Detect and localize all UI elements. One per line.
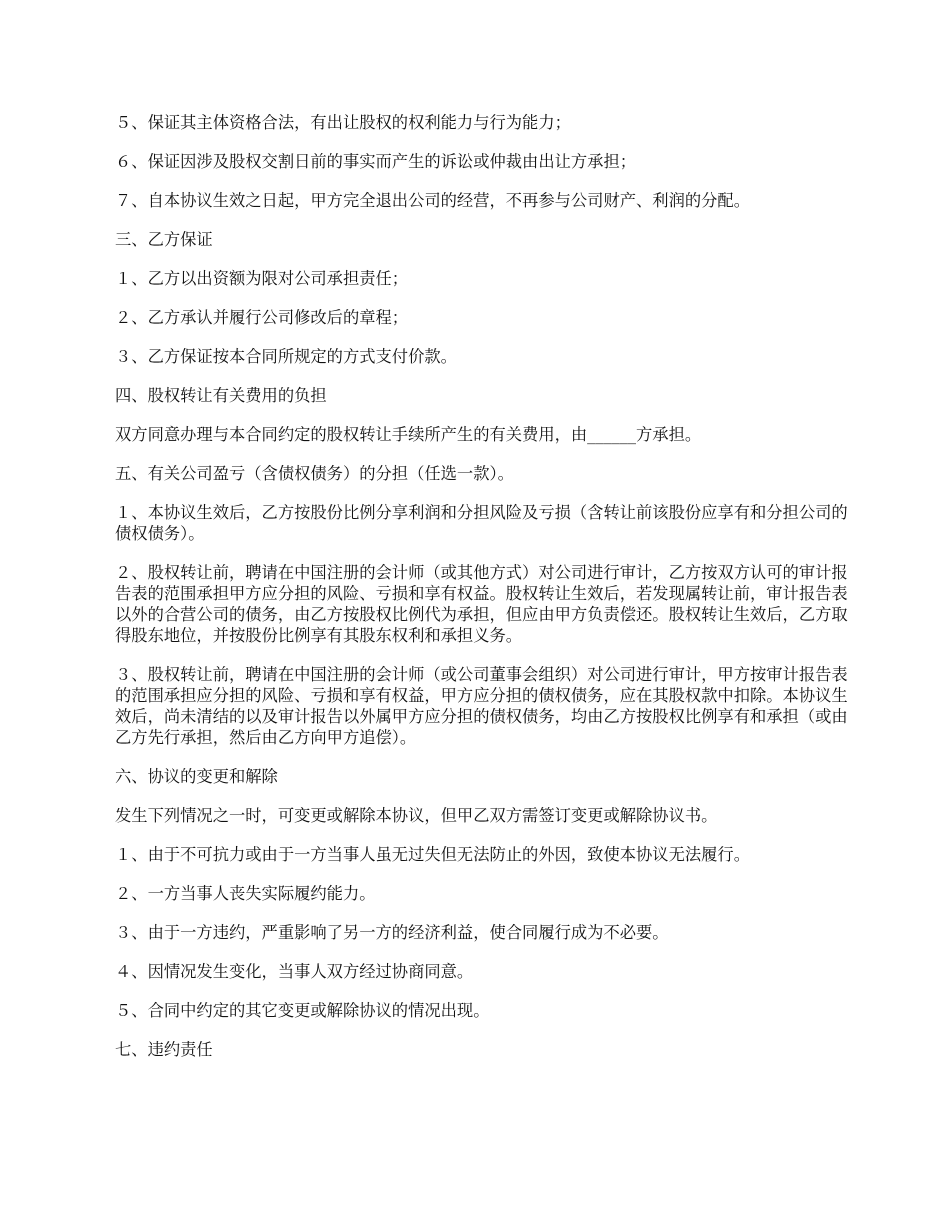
- section-heading-modification: 六、协议的变更和解除: [115, 767, 278, 786]
- modification-intro: 发生下列情况之一时，可变更或解除本协议，但甲乙双方需签订变更或解除协议书。: [115, 806, 718, 825]
- profit-loss-option-3: ３、股权转让前，聘请在中国注册的会计师（或公司董事会组织）对公司进行审计，甲方按审计报告表的范围承担应分担的风险、亏损和享有权益，甲方应分担的债权债务，应在其股权款中扣除。本协议生效后，尚未清结的以及审计报告以外属甲方应分担的债权债务，均由乙方按股权比例享有和承担（或由乙方先行承担，然后由乙方向甲方追偿）。: [115, 665, 848, 747]
- clause-5-seller-qualification: ５、保证其主体资格合法，有出让股权的权利能力与行为能力；: [115, 113, 571, 132]
- section-heading-buyer-guarantee: 三、乙方保证: [115, 230, 213, 249]
- clause-7-seller-exit: ７、自本协议生效之日起，甲方完全退出公司的经营，不再参与公司财产、利润的分配。: [115, 191, 750, 210]
- buyer-clause-3: ３、乙方保证按本合同所规定的方式支付价款。: [115, 347, 457, 366]
- fees-clause: 双方同意办理与本合同约定的股权转让手续所产生的有关费用，由______方承担。: [115, 425, 702, 444]
- modification-clause-5: ５、合同中约定的其它变更或解除协议的情况出现。: [115, 1001, 490, 1020]
- section-heading-fees: 四、股权转让有关费用的负担: [115, 386, 327, 405]
- clause-6-litigation-liability: ６、保证因涉及股权交割日前的事实而产生的诉讼或仲裁由出让方承担；: [115, 152, 637, 171]
- profit-loss-option-2: ２、股权转让前，聘请在中国注册的会计师（或其他方式）对公司进行审计，乙方按双方认可的审计报告表的范围承担甲方应分担的风险、亏损和享有权益。股权转让生效后，若发现属转让前，审计报告表以外的合营公司的债务，由乙方按股权比例代为承担，但应由甲方负责偿还。股权转让生效后，乙方取得股东地位，并按股份比例享有其股东权利和承担义务。: [115, 563, 848, 645]
- document-body: [115, 112, 855, 1078]
- section-heading-profit-loss: 五、有关公司盈亏（含债权债务）的分担（任选一款）。: [115, 464, 514, 483]
- modification-clause-4: ４、因情况发生变化，当事人双方经过协商同意。: [115, 962, 474, 981]
- profit-loss-option-1: １、本协议生效后，乙方按股份比例分享利润和分担风险及亏损（含转让前该股份应享有和分担公司的债权债务）。: [115, 503, 848, 543]
- modification-clause-3: ３、由于一方违约，严重影响了另一方的经济利益，使合同履行成为不必要。: [115, 923, 669, 942]
- modification-clause-1: １、由于不可抗力或由于一方当事人虽无过失但无法防止的外因，致使本协议无法履行。: [115, 845, 750, 864]
- buyer-clause-1: １、乙方以出资额为限对公司承担责任；: [115, 269, 409, 288]
- modification-clause-2: ２、一方当事人丧失实际履约能力。: [115, 884, 376, 903]
- buyer-clause-2: ２、乙方承认并履行公司修改后的章程；: [115, 308, 409, 327]
- section-heading-liability: 七、违约责任: [115, 1040, 213, 1059]
